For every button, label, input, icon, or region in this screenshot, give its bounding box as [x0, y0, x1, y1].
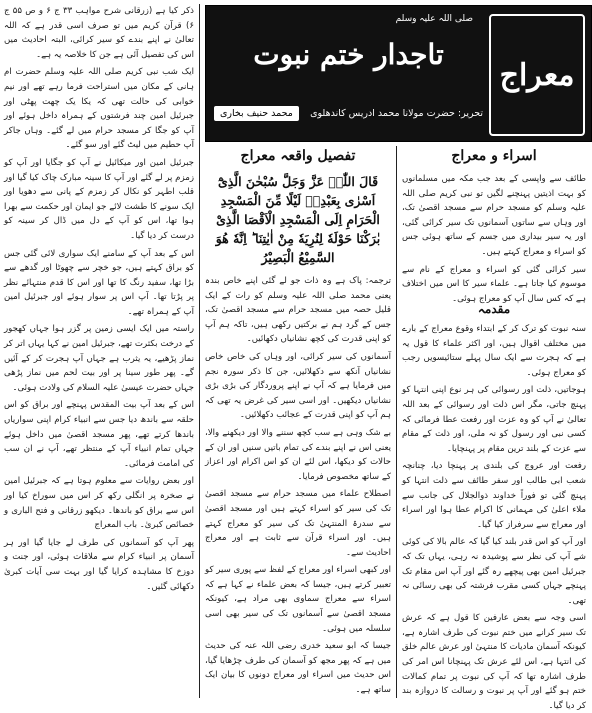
right-paragraph: رفعت اور عروج کی بلندی پر پہنچا دیا، چنانچہ شعب ابی طالب اور سفر طائف سے ذلت انتہا کو پہنچ گئی تو فوراً خداوند ذوالجلال کی جانب سے ملاء اعلیٰ کی مہمانی کا اکرام عطا ہوا اور اسراء اور معراج سے سرفراز کیا گیا۔: [402, 461, 586, 530]
right-subheading: مقدمہ: [477, 302, 511, 316]
logo: معراج: [499, 57, 575, 93]
byline-name: محمد حنیف بخاری: [214, 106, 299, 121]
column-divider: [199, 4, 200, 698]
page-title: تاجدار ختم نبوت: [253, 37, 444, 71]
right-column: [402, 322, 586, 711]
middle-paragraph: بے شک وہی ہے سب کچھ سننے والا اور دیکھنے والا، یعنی اس نے اپنے بندے کی تمام باتیں سنیں اور ان کے حالات کو دیکھا، اس لئے ان کو اس اکرام اور اعزاز کے ساتھ مخصوص فرمایا۔: [205, 427, 391, 482]
middle-paragraph: آسمانوں کی سیر کرائی، اور وہاں کی خاص خاص نشانیاں آنکھ سے دکھلائیں، جن کا ذکر سورہ نجم میں فرمایا ہے کہ آپ نے اپنے پروردگار کی بڑی بڑی نشانیاں دیکھیں۔ اور اسی سیر کی غرض یہ تھی کہ ہم آپ کو اپنی قدرت کے عجائب دکھلائیں۔: [205, 351, 391, 421]
right-column-intro: [402, 172, 586, 304]
middle-paragraph: اصطلاح علماء میں مسجد حرام سے مسجد اقصیٰ تک کی سیر کو اسراء کہتے ہیں اور مسجد اقصیٰ سے سدرۃ المنتہیٰ تک کی سیر کو معراج کہتے ہیں۔ اور اسراء قرآن سے ثابت ہے اور معراج احادیث سے۔: [205, 489, 391, 558]
salutation: صلی اللہ علیہ وسلم: [395, 14, 473, 24]
column-divider: [396, 146, 397, 698]
middle-heading: تفصیل واقعہ معراج: [240, 148, 356, 164]
left-paragraph: ذکر کیا ہے (زرقانی شرح مواہب ۳۳ ج ۶ و ص ۵۵ ج ۶) قرآن کریم میں تو صرف اسی قدر ہے کہ اللہ تعالیٰ نے اپنے بندے کو سیر کرائی، البتہ احادیث میں اس کی تفصیل آئی ہے جن کا خلاصہ یہ ہے۔: [4, 6, 194, 60]
right-paragraph: سیر کرائی گئی کو اسراء و معراج کے نام سے موسوم کیا جاتا ہے۔ علماء سیر کا اس میں اختلاف ہے کہ کس سال آپ کو معراج ہوئی۔: [402, 264, 586, 304]
right-heading: اسراء و معراج: [451, 148, 537, 164]
left-paragraph: راستہ میں ایک ایسی زمین پر گزر ہوا جہاں کھجور کے درخت بکثرت تھے، جبرئیل امین نے کہا یہاں اتر کر نماز پڑھیے، یہ یثرب ہے جہاں آپ ہجرت کر کے آئیں گے۔ پھر طور سینا پر اور بیت لحم میں نماز پڑھی جہاں حضرت عیسیٰ علیہ السلام کی ولادت ہوئی۔: [4, 324, 194, 393]
masthead: [205, 5, 592, 142]
middle-column: [205, 274, 391, 698]
left-column: [4, 4, 194, 698]
quran-verse: قَالَ اللّٰہُ عَزَّ وَجَلَّ سُبْحٰنَ الَّذِیْٓ اَسْرٰی بِعَبْدِهٖ لَیْلًا مِّنَ الْمَسْجِدِ الْحَرَامِ اِلَى الْمَسْجِدِ الْاَقْصَا الَّذِیْ بٰرَكْنَا حَوْلَهٗ لِنُرِیَهٗ مِنْ اٰیٰتِنَا ؕ اِنَّهٗ هُوَ السَّمِیْعُ الْبَصِیْرُ: [215, 174, 381, 265]
left-paragraph: جبرئیل امین اور میکائیل نے آپ کو جگایا اور آپ کو زمزم پر لے گئے اور آپ کا سینہ مبارک چاک کیا گیا اور قلب اطہر کو نکال کر زمزم کے پانی سے دھویا اور ایک سونے کا طشت لائے جو ایمان اور حکمت سے بھرا ہوا تھا، اس کو آپ کے دل میں ڈال کر سینہ کو درست کر دیا گیا۔: [4, 157, 194, 241]
middle-paragraph: ترجمہ: پاک ہے وہ ذات جو لے گئی اپنے خاص بندہ یعنی محمد صلی اللہ علیہ وسلم کو رات کے ایک قلیل حصہ میں مسجد حرام سے مسجد اقصیٰ تک، جس کے گرد ہم نے برکتیں رکھی ہیں، تاکہ ہم آپ کو اپنی قدرت کی کچھ نشانیاں دکھائیں۔: [205, 276, 391, 345]
right-paragraph: اور آپ کو اس قدر بلند کیا گیا کہ عالم بالا کی کوئی شے آپ کی نظر سے پوشیدہ نہ رہی، یہاں تک کہ جبرئیل امین بھی پیچھے رہ گئے اور آپ اس مقام تک پہنچے جہاں کسی مقرب فرشتہ کی بھی رسائی نہ تھی۔: [402, 537, 586, 606]
logo-box: [489, 14, 585, 136]
right-paragraph: ہوجاتیں، ذلت اور رسوائی کی ہر نوع اپنی انتہا کو پہنچ جاتی، مگر اس ذلت اور رسوائی کے بعد اللہ تعالیٰ نے آپ کو وہ عزت اور رفعت عطا فرمائی کہ کسی نبی اور رسول کو نہ ملی، اور ذلت کے مقام سے عزت کے بلند ترین مقام پر پہنچایا۔: [402, 385, 586, 454]
left-paragraph: اس کے بعد آپ بیت المقدس پہنچے اور براق کو اس حلقہ سے باندھ دیا جس سے انبیاء کرام اپنی سواریاں باندھا کرتے تھے، پھر مسجد اقصیٰ میں داخل ہوئے جہاں تمام انبیاء آپ کے منتظر تھے، آپ نے ان سب کی امامت فرمائی۔: [4, 400, 194, 469]
middle-paragraph: اور کبھی اسراء اور معراج کے لفظ سے پوری سیر کو تعبیر کرتے ہیں، جیسا کہ بعض علماء نے کہا ہے کہ اسراء سے معراج سماوی بھی مراد ہے، کیونکہ مسجد اقصیٰ سے آسمانوں تک کی سیر بھی اسی سلسلہ میں ہوئی۔: [205, 565, 391, 634]
right-paragraph: طائف سے واپسی کے بعد جب مکہ میں مسلمانوں کو بہت اذیتیں پہنچنے لگیں تو نبی کریم صلی اللہ علیہ وسلم کو مسجد حرام سے مسجد اقصیٰ تک، اور وہاں سے ساتوں آسمانوں تک سیر کرائی گئی، اور یہ سیر بیداری میں جسم کے ساتھ ہوئی جس کو اسراء و معراج کہتے ہیں۔: [402, 174, 586, 257]
left-paragraph: ایک شب نبی کریم صلی اللہ علیہ وسلم حضرت ام ہانی کے مکان میں استراحت فرما رہے تھے اور نیم خوابی کی حالت تھی کہ یکا یک چھت پھٹی اور جبرئیل امین چند فرشتوں کے ہمراہ داخل ہوئے اور آپ کو جگا کر مسجد حرام میں لے گئے۔ وہاں جاکر آپ حطیم میں لیٹ گئے اور سو گئے۔: [4, 67, 194, 151]
left-paragraph: اس کے بعد آپ کے سامنے ایک سواری لائی گئی جس کو براق کہتے ہیں، جو خچر سے چھوٹا اور گدھے سے بڑا تھا، سفید رنگ کا تھا اور اس کا قدم منتہائے نظر پر پڑتا تھا۔ آپ اس پر سوار ہوئے اور جبرئیل امین آپ کے ہمراہ تھے۔: [4, 248, 194, 317]
title-band: [214, 16, 483, 92]
byline: تحریر: حضرت مولانا محمد ادریس کاندھلوی: [310, 107, 483, 119]
right-paragraph: سنہ نبوت کو ترک کر کے ابتداء وقوع معراج کے بارے میں مختلف اقوال ہیں، اور اکثر علماء کا قول یہ ہے کہ ہجرت سے ایک سال پہلے ستائیسویں رجب کو معراج ہوئی۔: [402, 324, 586, 378]
left-paragraph: اور بعض روایات سے معلوم ہوتا ہے کہ جبرئیل امین نے صخرہ پر انگلی رکھ کر اس میں سوراخ کیا اور اس سے براق کو باندھا۔ دیکھو زرقانی و فتح الباری و خصائص کبریٰ۔ باب المعراج: [4, 476, 194, 531]
middle-paragraph: جیسا کہ ابو سعید خدری رضی اللہ عنہ کی حدیث میں ہے کہ پھر مجھ کو آسمان کی طرف چڑھایا گیا، اس حدیث میں اسراء اور معراج دونوں کا بیان ایک ساتھ ہے۔: [205, 641, 391, 696]
byline-row: [214, 100, 483, 126]
right-paragraph: اسی وجہ سے بعض عارفین کا قول ہے کہ عرش تک سیر کرانے میں ختم نبوت کی طرف اشارہ ہے، کیونکہ آسمان مادیات کا منتہیٰ اور عرش عالم خلق کی انتہا ہے، اس لئے عرش تک پہنچانا اس امر کی طرف اشارہ تھا کہ آپ کی نبوت پر تمام کمالات ختم ہو گئے اور آپ پر نبوت و رسالت کا دروازہ بند کر دیا گیا۔: [402, 613, 586, 711]
left-paragraph: پھر آپ کو آسمانوں کی طرف لے جایا گیا اور ہر آسمان پر انبیاء کرام سے ملاقات ہوئی، اور جنت و دوزخ کا مشاہدہ کرایا گیا اور بہت سی آیات کبریٰ دکھائی گئیں۔: [4, 537, 194, 592]
